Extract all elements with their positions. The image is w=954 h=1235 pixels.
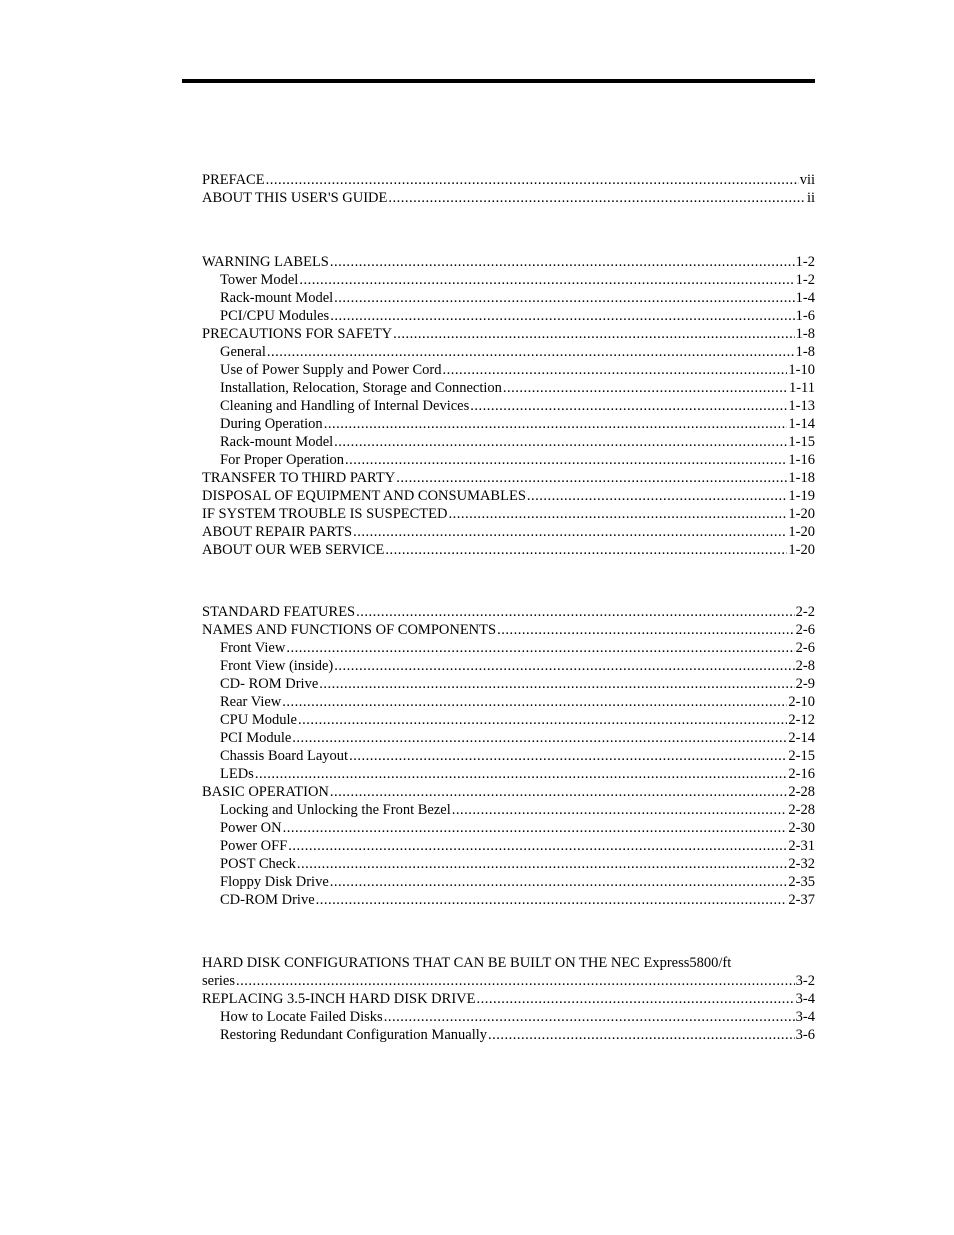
toc-entry[interactable] [202, 675, 815, 693]
toc-section [202, 253, 815, 559]
toc-entry[interactable] [202, 343, 815, 361]
toc-entry[interactable] [202, 711, 815, 729]
dot-leader [443, 361, 788, 379]
toc-entry-title: REPLACING 3.5-INCH HARD DISK DRIVE [202, 991, 476, 1007]
toc-entry-title: DISPOSAL OF EQUIPMENT AND CONSUMABLES [202, 488, 526, 504]
toc-page-number: 2-2 [795, 604, 815, 620]
dot-leader [476, 990, 794, 1008]
toc-page-number: 3-6 [795, 1027, 815, 1043]
dot-leader [470, 397, 787, 415]
toc-page-number: 1-10 [788, 362, 815, 378]
toc-entry-title: series [202, 973, 236, 989]
toc-page-number: 2-14 [788, 730, 815, 746]
dot-leader [384, 1008, 795, 1026]
toc-page-number: 1-16 [788, 452, 815, 468]
toc-entry[interactable] [202, 783, 815, 801]
toc-page-number: 1-20 [788, 506, 815, 522]
dot-leader [345, 451, 787, 469]
dot-leader [448, 505, 787, 523]
dot-leader [282, 693, 787, 711]
toc-page-number: 2-32 [788, 856, 815, 872]
toc-entry-title: How to Locate Failed Disks [220, 1009, 383, 1025]
dot-leader [488, 1026, 795, 1044]
toc-entry[interactable] [202, 433, 815, 451]
toc-entry[interactable] [202, 415, 815, 433]
toc-entry[interactable] [202, 873, 815, 891]
toc-page-number: 2-37 [788, 892, 815, 908]
dot-leader [299, 271, 794, 289]
dot-leader [319, 675, 794, 693]
toc-page-number: 1-8 [795, 344, 815, 360]
toc-page-number: 1-20 [788, 524, 815, 540]
dot-leader [330, 253, 795, 271]
dot-leader [298, 711, 787, 729]
toc-page-number: 2-28 [788, 784, 815, 800]
toc-entry[interactable] [202, 271, 815, 289]
toc-entry[interactable] [202, 639, 815, 657]
dot-leader [452, 801, 788, 819]
toc-page-number: 1-4 [795, 290, 815, 306]
toc-entry[interactable] [202, 801, 815, 819]
dot-leader [334, 289, 794, 307]
toc-entry[interactable] [202, 855, 815, 873]
toc-page-number: 2-6 [795, 622, 815, 638]
dot-leader [385, 541, 787, 559]
toc-entry-title: CD-ROM Drive [220, 892, 315, 908]
toc-entry[interactable] [202, 541, 815, 559]
toc-entry-title: WARNING LABELS [202, 254, 329, 270]
toc-section [202, 954, 815, 1044]
toc-entry-title: Power OFF [220, 838, 288, 854]
toc-entry[interactable] [202, 379, 815, 397]
toc-entry[interactable] [202, 171, 815, 189]
dot-leader [353, 523, 787, 541]
toc-entry-title: Rear View [220, 694, 282, 710]
toc-section [202, 171, 815, 207]
toc-entry[interactable] [202, 189, 815, 207]
toc-entry-title: TRANSFER TO THIRD PARTY [202, 470, 396, 486]
toc-entry-title: CD- ROM Drive [220, 676, 319, 692]
toc-entry-title: Rack-mount Model [220, 290, 334, 306]
toc-page-number: 1-11 [788, 380, 815, 396]
toc-page-number: 2-15 [788, 748, 815, 764]
toc-page-number: vii [799, 172, 815, 188]
toc-page-number: 1-6 [795, 308, 815, 324]
dot-leader [266, 171, 799, 189]
toc-page-number: 3-2 [795, 973, 815, 989]
toc-page-number: 3-4 [795, 1009, 815, 1025]
toc-entry-title: Installation, Relocation, Storage and Connection [220, 380, 502, 396]
dot-leader [267, 343, 795, 361]
toc-entry-title: PRECAUTIONS FOR SAFETY [202, 326, 393, 342]
toc-entry[interactable] [202, 325, 815, 343]
toc-page-number: 2-16 [788, 766, 815, 782]
toc-entry[interactable] [202, 487, 815, 505]
toc-page-number: 2-9 [795, 676, 815, 692]
dot-leader [324, 415, 788, 433]
toc-entry-title: Tower Model [220, 272, 299, 288]
dot-leader [330, 873, 788, 891]
toc-entry[interactable] [202, 891, 815, 909]
header-rule [182, 79, 815, 83]
dot-leader [396, 469, 787, 487]
toc-entry[interactable] [202, 693, 815, 711]
toc-entry-title: Front View (inside) [220, 658, 334, 674]
toc-entry-title: ABOUT REPAIR PARTS [202, 524, 353, 540]
toc-page-number: ii [806, 190, 815, 206]
dot-leader [388, 189, 806, 207]
dot-leader [283, 819, 788, 837]
dot-leader [503, 379, 788, 397]
toc-page-number: 2-28 [788, 802, 815, 818]
toc-entry[interactable] [202, 747, 815, 765]
toc-entry-title: Use of Power Supply and Power Cord [220, 362, 442, 378]
toc-entry[interactable] [202, 505, 815, 523]
dot-leader [349, 747, 787, 765]
toc-entry-title: STANDARD FEATURES [202, 604, 356, 620]
toc-entry-title: Cleaning and Handling of Internal Devices [220, 398, 470, 414]
dot-leader [255, 765, 788, 783]
toc-entry-title[interactable]: HARD DISK CONFIGURATIONS THAT CAN BE BUILT ON THE NEC Express5800/ft [202, 955, 732, 971]
toc-entry[interactable] [202, 657, 815, 675]
toc-entry-title: Power ON [220, 820, 282, 836]
toc-entry[interactable] [202, 972, 815, 990]
dot-leader [316, 891, 788, 909]
toc-page-number: 1-20 [788, 542, 815, 558]
toc-page-number: 2-8 [795, 658, 815, 674]
toc-entry-title: BASIC OPERATION [202, 784, 329, 800]
dot-leader [334, 657, 794, 675]
toc-entry-title: Restoring Redundant Configuration Manually [220, 1027, 488, 1043]
toc-entry-title: PREFACE [202, 172, 265, 188]
toc-entry[interactable] [202, 523, 815, 541]
toc-entry-title: For Proper Operation [220, 452, 345, 468]
toc-entry[interactable] [202, 361, 815, 379]
dot-leader [334, 433, 787, 451]
toc-page-number: 1-2 [795, 254, 815, 270]
toc-entry[interactable] [202, 1008, 815, 1026]
dot-leader [330, 783, 788, 801]
toc-entry-title: Rack-mount Model [220, 434, 334, 450]
toc-entry[interactable] [202, 765, 815, 783]
toc-page-number: 1-18 [788, 470, 815, 486]
toc-page-number: 2-35 [788, 874, 815, 890]
toc-entry-title: Locking and Unlocking the Front Bezel [220, 802, 451, 818]
toc-page-number: 1-19 [788, 488, 815, 504]
toc-entry-title: NAMES AND FUNCTIONS OF COMPONENTS [202, 622, 497, 638]
toc-entry[interactable] [202, 621, 815, 639]
toc-entry[interactable] [202, 469, 815, 487]
dot-leader [236, 972, 795, 990]
toc-entry[interactable] [202, 307, 815, 325]
dot-leader [286, 639, 794, 657]
toc-page-number: 1-8 [795, 326, 815, 342]
toc-entry-title: IF SYSTEM TROUBLE IS SUSPECTED [202, 506, 448, 522]
toc-entry-title: Chassis Board Layout [220, 748, 349, 764]
toc-section [202, 603, 815, 909]
toc-entry-title: Front View [220, 640, 286, 656]
dot-leader [330, 307, 794, 325]
toc-page-number: 1-14 [788, 416, 815, 432]
dot-leader [288, 837, 787, 855]
dot-leader [297, 855, 788, 873]
toc-page-number: 2-30 [788, 820, 815, 836]
toc-entry-title: General [220, 344, 266, 360]
toc-page-number: 2-10 [788, 694, 815, 710]
toc-entry-title: CPU Module [220, 712, 297, 728]
toc-page-number: 1-15 [788, 434, 815, 450]
toc-entry-title: ABOUT THIS USER'S GUIDE [202, 190, 388, 206]
dot-leader [393, 325, 795, 343]
dot-leader [527, 487, 788, 505]
toc-entry-title: LEDs [220, 766, 254, 782]
toc-entry[interactable] [202, 397, 815, 415]
toc-entry[interactable] [202, 819, 815, 837]
toc-entry[interactable] [202, 289, 815, 307]
toc-entry-title: Floppy Disk Drive [220, 874, 329, 890]
toc-page-number: 2-6 [795, 640, 815, 656]
dot-leader [356, 603, 795, 621]
toc-entry[interactable] [202, 451, 815, 469]
toc-entry-title: PCI Module [220, 730, 292, 746]
toc-entry[interactable] [202, 603, 815, 621]
toc-entry-title: POST Check [220, 856, 296, 872]
toc-page-number: 2-31 [788, 838, 815, 854]
toc-entry[interactable] [202, 253, 815, 271]
toc-entry[interactable] [202, 837, 815, 855]
toc-entry-title: ABOUT OUR WEB SERVICE [202, 542, 385, 558]
toc-entry-title: PCI/CPU Modules [220, 308, 330, 324]
toc-page-number: 1-13 [788, 398, 815, 414]
toc-page-number: 3-4 [795, 991, 815, 1007]
dot-leader [497, 621, 795, 639]
toc-entry-title: During Operation [220, 416, 323, 432]
toc-entry[interactable] [202, 990, 815, 1008]
toc-entry[interactable] [202, 1026, 815, 1044]
toc-page-number: 2-12 [788, 712, 815, 728]
toc-entry[interactable] [202, 729, 815, 747]
dot-leader [292, 729, 787, 747]
toc-page-number: 1-2 [795, 272, 815, 288]
